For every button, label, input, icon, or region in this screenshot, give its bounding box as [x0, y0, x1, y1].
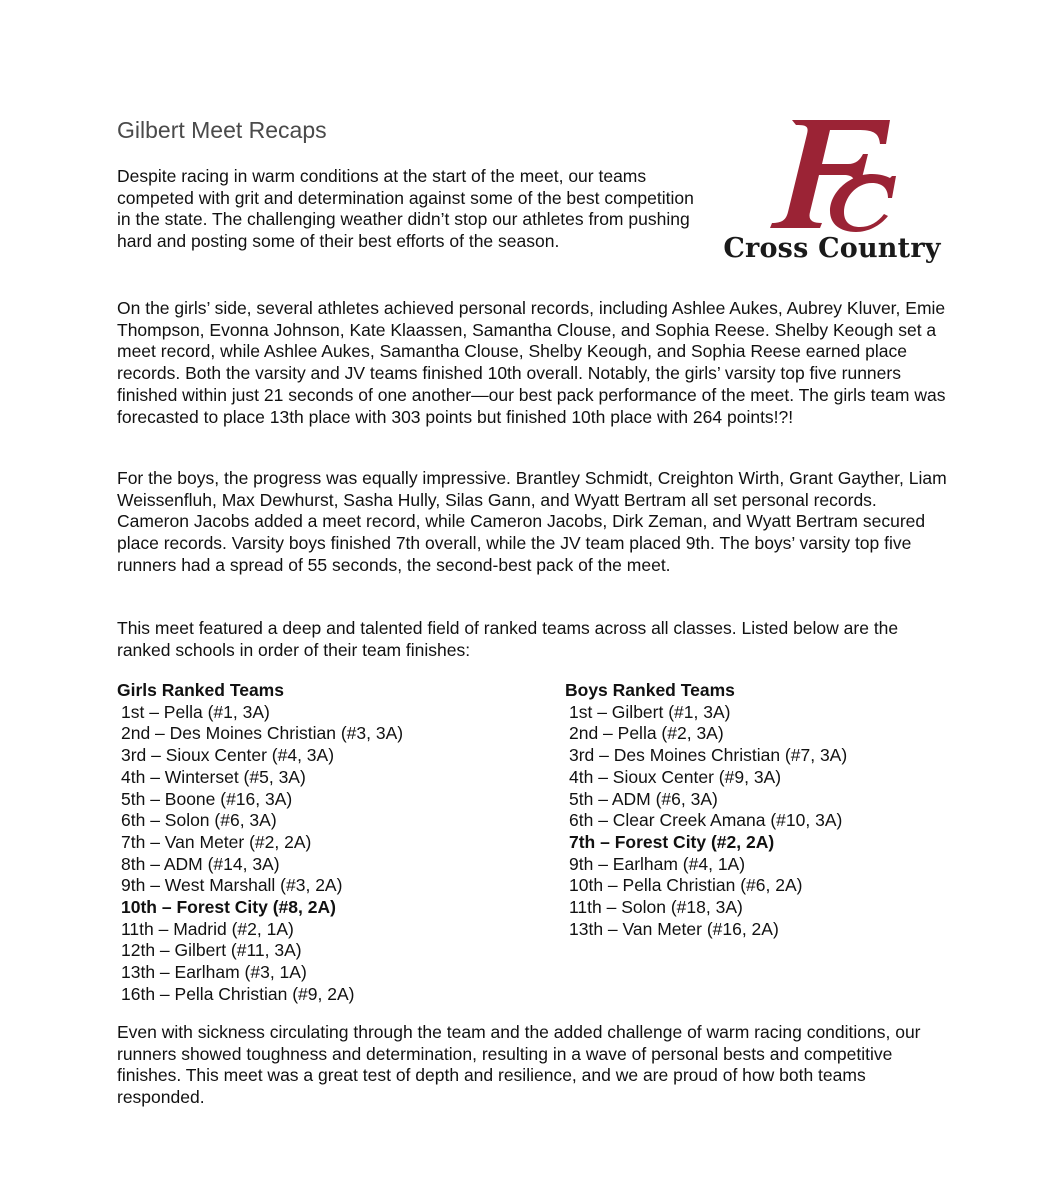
list-item-forest-city-highlight: 7th – Forest City (#2, 2A) — [569, 831, 775, 852]
list-item-forest-city-highlight: 10th – Forest City (#8, 2A) — [121, 897, 336, 918]
list-item: 4th – Winterset (#5, 3A) — [121, 766, 306, 787]
girls-ranked-heading: Girls Ranked Teams — [117, 680, 284, 700]
list-item: 5th – Boone (#16, 3A) — [121, 788, 293, 809]
list-item: 8th – ADM (#14, 3A) — [121, 853, 280, 874]
list-item: 13th – Van Meter (#16, 2A) — [569, 918, 779, 939]
list-item: 12th – Gilbert (#11, 3A) — [121, 940, 302, 961]
list-item: 16th – Pella Christian (#9, 2A) — [121, 983, 355, 1004]
list-item: 9th – West Marshall (#3, 2A) — [121, 875, 343, 896]
list-item: 10th – Pella Christian (#6, 2A) — [569, 875, 803, 896]
ranked-intro-paragraph: This meet featured a deep and talented field of ranked teams across all classes. Listed below are the ranked schools in order of their team finishes: — [117, 618, 899, 660]
list-item: 1st – Gilbert (#1, 3A) — [569, 701, 731, 722]
closing-paragraph: Even with sickness circulating through the team and the added challenge of warm racing conditions, our runners showed toughness and determination, resulting in a wave of personal bests and competitive finishes. This meet was a great test of depth and resilience, and we are proud of how both teams responded. — [117, 1022, 921, 1108]
list-item: 3rd – Sioux Center (#4, 3A) — [121, 745, 335, 766]
list-item: 6th – Clear Creek Amana (#10, 3A) — [569, 810, 843, 831]
list-item: 11th – Solon (#18, 3A) — [569, 897, 743, 918]
boys-ranked-list — [565, 680, 965, 940]
girls-ranked-list — [117, 680, 517, 1006]
fc-monogram-icon — [762, 114, 902, 232]
page-title: Gilbert Meet Recaps — [117, 117, 327, 143]
logo-wordmark: Cross Country — [723, 233, 941, 264]
fc-cross-country-logo — [722, 114, 942, 274]
list-item: 7th – Van Meter (#2, 2A) — [121, 831, 312, 852]
list-item: 5th – ADM (#6, 3A) — [569, 788, 718, 809]
list-item: 13th – Earlham (#3, 1A) — [121, 962, 307, 983]
list-item: 2nd – Pella (#2, 3A) — [569, 723, 724, 744]
list-item: 9th – Earlham (#4, 1A) — [569, 853, 746, 874]
list-item: 6th – Solon (#6, 3A) — [121, 810, 277, 831]
intro-paragraph: Despite racing in warm conditions at the start of the meet, our teams competed with grit and determination against some of the best competition in the state. The challenging weather didn’t stop our athletes from pushing hard and posting some of their best efforts of the season. — [117, 166, 694, 252]
boys-recap-paragraph: For the boys, the progress was equally impressive. Brantley Schmidt, Creighton Wirth, Grant Gayther, Liam Weissenfluh, Max Dewhurst, Sasha Hully, Silas Gann, and Wyatt Bertram all set personal records. Cameron Jacobs added a meet record, while Cameron Jacobs, Dirk Zeman, and Wyatt Bertram secured place records. Varsity boys finished 7th overall, while the JV team placed 9th. The boys’ varsity top five runners had a spread of 55 seconds, the second-best pack of the meet. — [117, 468, 947, 575]
list-item: 4th – Sioux Center (#9, 3A) — [569, 766, 782, 787]
list-item: 2nd – Des Moines Christian (#3, 3A) — [121, 723, 404, 744]
list-item: 3rd – Des Moines Christian (#7, 3A) — [569, 745, 848, 766]
list-item: 11th – Madrid (#2, 1A) — [121, 918, 294, 939]
list-item: 1st – Pella (#1, 3A) — [121, 701, 270, 722]
girls-recap-paragraph: On the girls’ side, several athletes achieved personal records, including Ashlee Aukes, Aubrey Kluver, Emie Thompson, Evonna Johnson, Kate Klaassen, Samantha Clouse, and Sophia Reese. Shelby Keough set a meet record, while Ashlee Aukes, Samantha Clouse, Shelby Keough, and Sophia Reese earned place records. Both the varsity and JV teams finished 10th overall. Notably, the girls’ varsity top five runners finished within just 21 seconds of one another—our best pack performance of the meet. The girls team was forecasted to place 13th place with 303 points but finished 10th place with 264 points!?! — [117, 298, 946, 427]
boys-ranked-heading: Boys Ranked Teams — [565, 680, 735, 700]
